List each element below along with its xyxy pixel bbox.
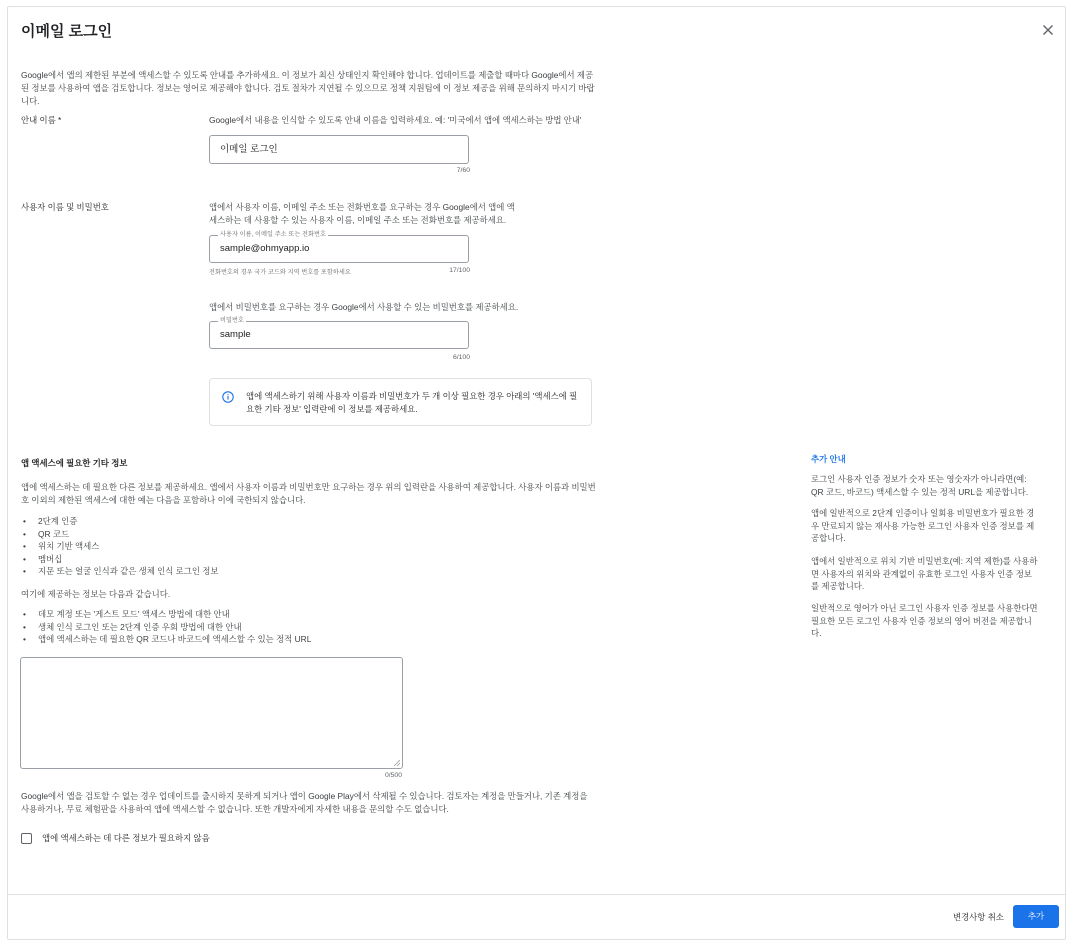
- username-help: 전화번호의 경우 국가 코드와 지역 번호를 포함하세요: [209, 269, 351, 276]
- other-info-textarea[interactable]: [20, 657, 403, 769]
- list-item: • 데모 계정 또는 '게스트 모드' 액세스 방법에 대한 안내: [21, 608, 311, 621]
- guide-name-label: 안내 이름 *: [21, 115, 62, 125]
- password-field-label: 비밀번호: [220, 317, 244, 324]
- dialog-title: 이메일 로그인: [21, 23, 113, 40]
- password-value: sample: [220, 329, 251, 340]
- guide-name-description: Google에서 내용을 인식할 수 있도록 안내 이름을 입력하세요. 예: '미국에서 앱에 액세스하는 방법 안내': [209, 115, 582, 125]
- provide-heading: 여기에 제공하는 정보는 다음과 같습니다.: [21, 589, 171, 599]
- username-input[interactable]: [209, 231, 469, 263]
- info-text: 앱에 액세스하기 위해 사용자 이름과 비밀번호가 두 개 이상 필요한 경우 아래의 '액세스에 필요한 기타 정보' 입력란에 이 정보를 제공하세요.: [246, 391, 578, 414]
- close-icon[interactable]: [1040, 22, 1056, 38]
- info-box: [209, 378, 592, 426]
- password-count: 6/100: [452, 354, 470, 361]
- sidebar-title: 추가 안내: [811, 454, 846, 464]
- other-info-title: 앱 액세스에 필요한 기타 정보: [21, 458, 128, 468]
- no-other-info-label: 앱에 액세스하는 데 다른 정보가 필요하지 않음: [42, 833, 210, 843]
- sidebar-paragraph: 앱에 일반적으로 2단계 인증이나 일회용 비밀번호가 필요한 경우 만료되지 않는 재사용 가능한 로그인 사용자 인증 정보를 제공합니다.: [811, 508, 1035, 544]
- guide-name-input[interactable]: [209, 135, 469, 164]
- sidebar-paragraph: 로그인 사용자 인증 정보가 숫자 또는 영숫자가 아니라면(예: QR 코드, 바코드) 액세스할 수 있는 정적 URL을 제공합니다.: [811, 474, 1029, 497]
- guide-name-value: 이메일 로그인: [220, 144, 278, 155]
- review-warning: Google에서 앱을 검토할 수 없는 경우 업데이트를 출시하지 못하게 되거나 앱이 Google Play에서 삭제될 수 있습니다. 검토자는 계정을 만들거나, 기존 계정을 사용하거나, 무료 체험판을 사용하여 앱에 액세스할 수 없습니다. 또한 개발자에게 자세한 내용을 문의할 수도 없습니다.: [21, 791, 588, 814]
- textarea-count: 0/500: [384, 772, 402, 779]
- no-other-info-checkbox[interactable]: [21, 833, 32, 844]
- list-item: • 멤버십: [21, 553, 218, 566]
- info-icon: [222, 391, 234, 403]
- username-description: 앱에서 사용자 이름, 이메일 주소 또는 전화번호를 요구하는 경우 Google에서 앱에 액세스하는 데 사용할 수 있는 사용자 이름, 이메일 주소 또는 전화번호를 제공하세요.: [209, 202, 515, 225]
- list-item: • 앱에 액세스하는 데 필요한 QR 코드나 바코드에 액세스할 수 있는 정적 URL: [21, 633, 311, 646]
- add-button[interactable]: 추가: [1013, 905, 1059, 928]
- guide-name-count: 7/60: [456, 167, 470, 174]
- provide-list: [21, 608, 311, 646]
- list-item: • 2단계 인증: [21, 515, 218, 528]
- password-description: 앱에서 비밀번호를 요구하는 경우 Google에서 사용할 수 있는 비밀번호를 제공하세요.: [209, 302, 519, 312]
- intro-text: Google에서 앱의 제한된 부분에 액세스할 수 있도록 안내를 추가하세요. 이 정보가 최신 상태인지 확인해야 합니다. 업데이트를 제출할 때마다 Google에서 제공된 정보를 사용하여 앱을 검토합니다. 정보는 영어로 제공해야 합니다. 검토 절차가 지연될 수 있으므로 정책 지원팀에 이 정보 제공을 위해 문의하지 마시기 바랍니다.: [21, 70, 595, 106]
- sidebar-paragraph: 일반적으로 영어가 아닌 로그인 사용자 인증 정보를 사용한다면 필요한 모든 로그인 사용자 인증 정보의 영어 버전을 제공합니다.: [811, 603, 1038, 639]
- list-item: • 생체 인식 로그인 또는 2단계 인증 우회 방법에 대한 안내: [21, 621, 311, 634]
- list-item: • 위치 기반 액세스: [21, 540, 218, 553]
- resize-grip-icon[interactable]: [394, 760, 400, 766]
- list-item: • QR 코드: [21, 528, 218, 541]
- list-item: • 지문 또는 얼굴 인식과 같은 생체 인식 로그인 정보: [21, 565, 218, 578]
- other-info-description: 앱에 액세스하는 데 필요한 다른 정보를 제공하세요. 앱에서 사용자 이름과 비밀번호만 요구하는 경우 위의 입력란을 사용하여 제공합니다. 사용자 이름과 비밀번호 이외의 제한된 액세스에 대한 예는 다음을 포함하나 이에 국한되지 않습니다.: [21, 482, 596, 505]
- username-count: 17/100: [449, 267, 470, 274]
- username-field-label: 사용자 이름, 이메일 주소 또는 전화번호: [220, 231, 326, 238]
- password-input[interactable]: [209, 317, 469, 349]
- add-instructions-dialog: [7, 6, 1066, 940]
- credentials-label: 사용자 이름 및 비밀번호: [21, 202, 109, 212]
- discard-changes-button[interactable]: 변경사항 취소: [953, 912, 1004, 922]
- footer-divider: [8, 894, 1065, 895]
- example-list: [21, 515, 218, 578]
- sidebar-paragraph: 앱에서 일반적으로 위치 기반 비밀번호(예: 지역 제한)를 사용하면 사용자의 위치와 관계없이 유효한 로그인 사용자 인증 정보를 제공합니다.: [811, 556, 1038, 592]
- username-value: sample@ohmyapp.io: [220, 243, 310, 254]
